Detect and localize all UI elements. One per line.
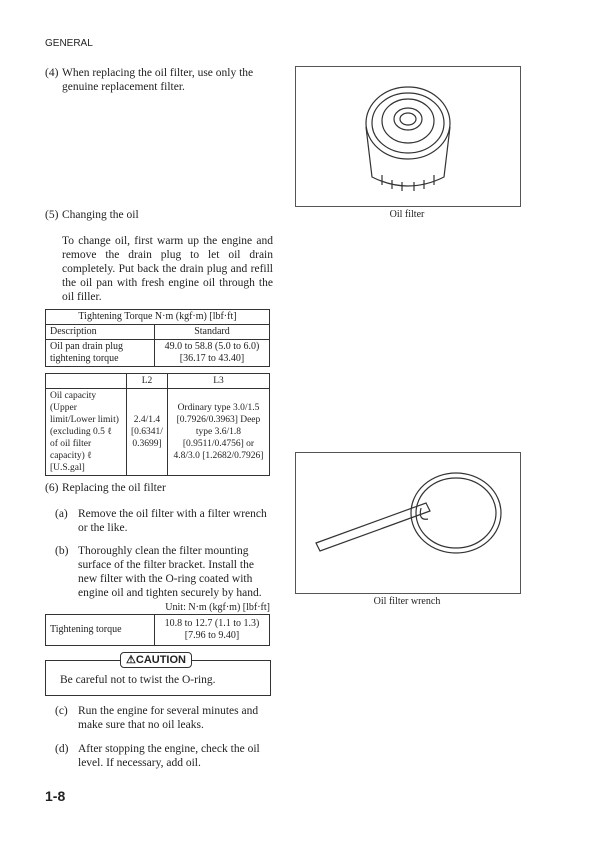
s6-num: (6) xyxy=(45,482,59,494)
col-header: L3 xyxy=(167,374,269,389)
oil-filter-figure xyxy=(295,66,521,207)
filter-wrench-illustration xyxy=(296,453,520,593)
s6c-text: Run the engine for several minutes and make sure that no oil leaks. xyxy=(78,705,259,731)
figure-caption: Oil filter xyxy=(389,209,425,220)
page-number: 1-8 xyxy=(45,788,66,804)
main-column xyxy=(45,66,273,770)
s4-text: When replacing the oil filter, use only the genuine replacement filter. xyxy=(62,67,254,93)
step-a xyxy=(45,507,273,535)
table-title: Tightening Torque N·m (kgf·m) [lbf·ft] xyxy=(46,310,270,325)
table-cell: 10.8 to 12.7 (1.1 to 1.3) [7.96 to 9.40] xyxy=(155,615,270,646)
warning-icon: ⚠ xyxy=(126,654,136,666)
s6a-text: Remove the oil filter with a filter wrench or the like. xyxy=(78,508,267,534)
caution-label: CAUTION xyxy=(135,654,186,666)
table-cell: Oil pan drain plug tightening torque xyxy=(46,340,155,367)
table-cell: Ordinary type 3.0/1.5 [0.7926/0.3963] Deep type 3.6/1.8 [0.9511/0.4756] or 4.8/3.0 [1.2682/0.7926] xyxy=(167,389,269,476)
s5-text: To change oil, first warm up the engine and remove the drain plug to let oil drain completely. Put back the drain plug and refill the oil pan with fresh engine oil through the oil filler. xyxy=(62,235,273,303)
s4-num: (4) xyxy=(45,67,59,79)
s5-num: (5) xyxy=(45,209,59,221)
s6a-num: (a) xyxy=(55,508,68,520)
unit-label: Unit: N·m (kgf·m) [lbf·ft] xyxy=(165,602,270,613)
torque-table xyxy=(45,309,270,367)
s6b-num: (b) xyxy=(55,545,69,557)
s6d-text: After stopping the engine, check the oil level. If necessary, add oil. xyxy=(78,743,260,769)
col-header: Description xyxy=(46,325,155,340)
table-cell: Oil capacity (Upper limit/Lower limit) (excluding 0.5 ℓ of oil filter capacity) ℓ [U.S.gal] xyxy=(46,389,127,476)
oil-filter-illustration xyxy=(296,67,520,206)
s6b-text: Thoroughly clean the filter mounting surface of the filter bracket. Install the new filter with the O-ring coated with engine oil and tighten securely by hand. xyxy=(78,545,262,599)
figure-caption: Oil filter wrench xyxy=(373,596,441,607)
col-header: L2 xyxy=(127,374,168,389)
section-4 xyxy=(45,66,273,94)
table-cell: 2.4/1.4 [0.6341/ 0.3699] xyxy=(127,389,168,476)
wrench-figure xyxy=(295,452,521,594)
oil-capacity-table xyxy=(45,373,270,476)
step-d xyxy=(45,742,273,770)
caution-text: Be careful not to twist the O-ring. xyxy=(60,674,216,686)
step-b xyxy=(45,544,273,600)
s6c-num: (c) xyxy=(55,705,68,717)
s5-title: Changing the oil xyxy=(62,209,139,221)
filter-torque-table xyxy=(45,614,270,646)
col-header xyxy=(46,374,127,389)
section-6-heading xyxy=(45,481,273,495)
table-cell: Tightening torque xyxy=(46,615,155,646)
step-c xyxy=(45,704,273,732)
s6d-num: (d) xyxy=(55,743,69,755)
table-cell: 49.0 to 58.8 (5.0 to 6.0) [36.17 to 43.40] xyxy=(155,340,270,367)
caution-tag xyxy=(120,652,192,668)
caution-box xyxy=(45,654,271,696)
section-header: GENERAL xyxy=(45,38,93,49)
section-5-heading xyxy=(45,208,273,222)
col-header: Standard xyxy=(155,325,270,340)
s6-title: Replacing the oil filter xyxy=(62,482,166,494)
section-5-body xyxy=(45,234,273,304)
